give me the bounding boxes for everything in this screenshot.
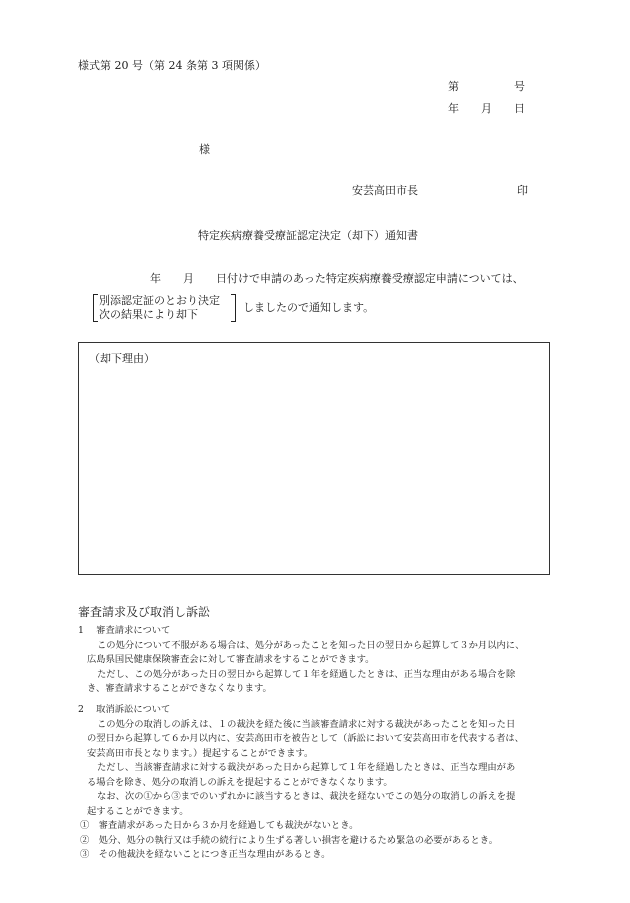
list-item: ② 処分、処分の執行又は手続の続行により生ずる著しい損害を避けるため緊急の必要があるとき。: [80, 834, 498, 846]
section-2-text: ただし、当該審査請求に対する裁決があった日から起算して１年を経過したときは、正当な理由があ: [97, 762, 516, 773]
document-title: 特定疾病療養受療証認定決定（却下）通知書: [198, 229, 418, 242]
option-reject: 次の結果により却下: [99, 308, 198, 321]
rejection-reason-box: [78, 342, 550, 575]
appeal-section-2: [78, 703, 558, 863]
date-label: 年 月 日: [448, 102, 525, 115]
option-bracket-left: [93, 294, 98, 322]
section-2-text: この処分の取消しの訴えは、１の裁決を経た後に当該審査請求に対する裁決があったことを知った日: [97, 718, 516, 730]
body-line-1: 年 月 日付けで申請のあった特定疾病療養受療認定申請については、: [150, 272, 524, 285]
list-item: ① 審査請求があった日から３か月を経過しても裁決がないとき。: [80, 820, 359, 831]
option-bracket-right: [231, 294, 236, 322]
section-1-text: き、審査請求することができなくなります。: [87, 683, 272, 694]
list-item: ③ その他裁決を経ないことにつき正当な理由があるとき。: [80, 849, 331, 860]
section-1-text: この処分について不服がある場合は、処分があったことを知った日の翌日から起算して３か月以内に、: [97, 639, 525, 651]
rejection-reason-label: （却下理由）: [89, 352, 155, 365]
section-1-text: 広島県国民健康保険審査会に対して審査請求をすることができます。: [87, 654, 375, 665]
issuer-name: 安芸高田市長: [352, 184, 418, 197]
body-suffix: しましたので通知します。: [243, 301, 375, 314]
form-number: 様式第 20 号（第 24 条第 3 項関係）: [78, 59, 266, 72]
seal-mark: 印: [517, 184, 528, 197]
section-2-text: の翌日から起算して６か月以内に、安芸高田市を被告として（訴訟において安芸高田市を代表する者は、: [87, 733, 524, 744]
section-1-title: 1 審査請求について: [78, 625, 171, 636]
section-2-text: 安芸高田市長となります。）提起することができます。: [87, 747, 314, 759]
document-number-label: 第 号: [448, 80, 525, 93]
section-2-title: 2 取消訴訟について: [78, 704, 171, 715]
option-approve: 別添認定証のとおり決定: [99, 294, 220, 307]
section-2-text: 起することができます。: [87, 805, 189, 817]
addressee-honorific: 様: [199, 143, 210, 156]
appeal-section-1: [78, 624, 558, 697]
section-1-text: ただし、この処分があった日の翌日から起算して１年を経過したときは、正当な理由がある場合を除: [97, 668, 516, 680]
section-2-text: なお、次の①から③までのいずれかに該当するときは、裁決を経ないでこの処分の取消しの訴えを提: [97, 791, 516, 802]
appeal-heading: 審査請求及び取消し訴訟: [78, 605, 211, 619]
section-2-text: る場合を除き、処分の取消しの訴えを提起することができなくなります。: [87, 776, 393, 788]
